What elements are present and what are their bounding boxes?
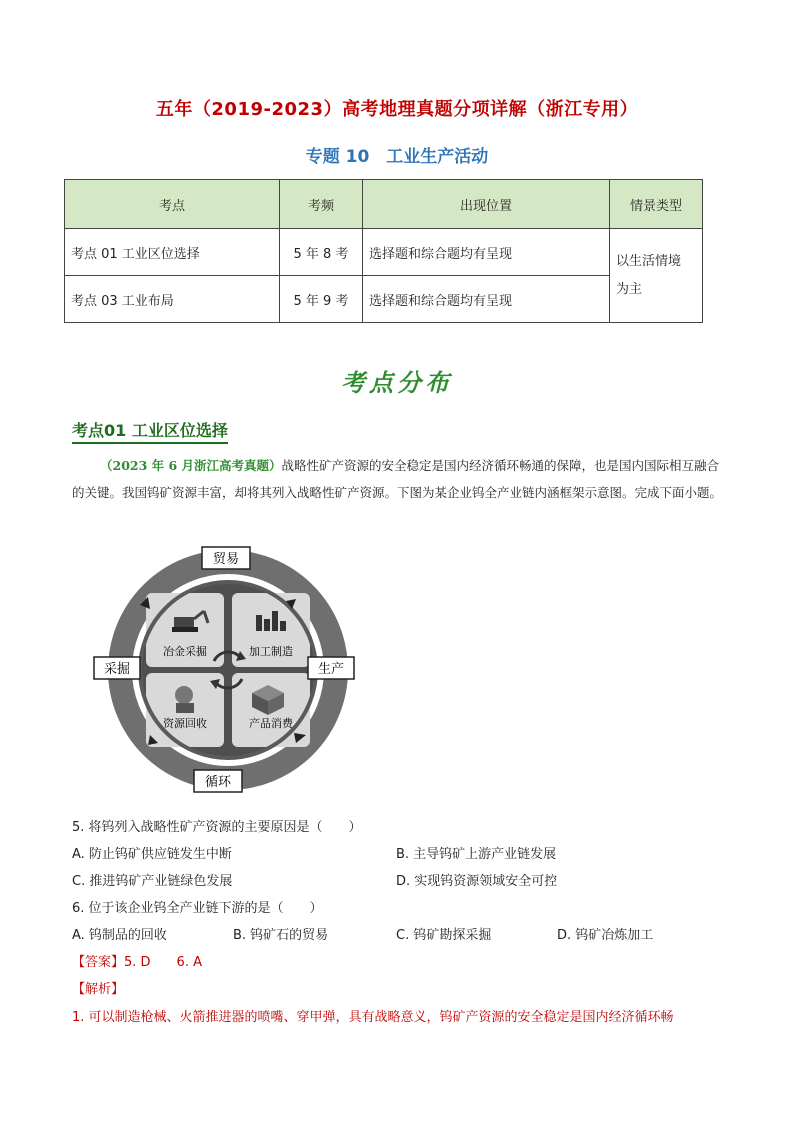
- label-consumption: 产品消费: [249, 717, 293, 730]
- label-processing: 加工制造: [249, 645, 293, 658]
- option-5b[interactable]: B. 主导钨矿上游产业链发展: [396, 847, 557, 862]
- label-recycling: 资源回收: [163, 717, 207, 730]
- intro-text: 战略性矿产资源的安全稳定是国内经济循环畅通的保障，也是国内国际相互融合的关键。我国钨矿资源丰富，却将其列入战略性矿产资源。下图为某企业钨全产业链内涵框架示意图。完成下面小题。: [72, 458, 723, 500]
- document-subtitle: 专题 10 工业生产活动: [305, 147, 489, 167]
- table-cell: 选择题和综合题均有呈现: [363, 229, 610, 276]
- table-header-cell: 出现位置: [363, 180, 610, 229]
- option-5d[interactable]: D. 实现钨资源领域安全可控: [396, 874, 558, 889]
- question-source: （2023 年 6 月浙江高考真题）: [100, 458, 282, 473]
- label-production: 生产: [317, 662, 345, 677]
- summary-table: [64, 179, 703, 323]
- table-cell-scenario: [610, 229, 703, 323]
- intro-paragraph: [72, 452, 726, 506]
- option-6c[interactable]: C. 钨矿勘探采掘: [396, 928, 492, 943]
- analysis-text: 1. 可以制造枪械、火箭推进器的喷嘴、穿甲弹，具有战略意义，钨矿产资源的安全稳定是国内经济循环畅: [72, 1010, 674, 1025]
- option-6d[interactable]: D. 钨矿冶炼加工: [557, 928, 654, 943]
- table-cell: 考点 03 工业布局: [65, 276, 280, 323]
- section-heading: 考点分布: [341, 368, 453, 397]
- industry-chain-diagram: [90, 543, 366, 797]
- scenario-line: 以生活情境: [616, 253, 682, 269]
- question-6-stem: 6. 位于该企业钨全产业链下游的是（ ）: [72, 901, 323, 916]
- table-header-row: [65, 180, 703, 229]
- recycle-bin-icon: [175, 686, 194, 713]
- document-title: 五年（2019-2023）高考地理真题分项详解（浙江专用）: [155, 99, 639, 120]
- label-cycle: 循环: [204, 775, 232, 790]
- table-row: [65, 229, 703, 276]
- scenario-line: 为主: [616, 281, 643, 297]
- option-6b[interactable]: B. 钨矿石的贸易: [233, 928, 329, 943]
- answer-line: 【答案】5. D 6. A: [72, 955, 202, 970]
- question-5-stem: 5. 将钨列入战略性矿产资源的主要原因是（ ）: [72, 820, 362, 835]
- option-5c[interactable]: C. 推进钨矿产业链绿色发展: [72, 874, 233, 889]
- table-row: [65, 276, 703, 323]
- table-cell: 5 年 8 考: [280, 229, 363, 276]
- label-smelting-mining: 冶金采掘: [163, 645, 207, 658]
- analysis-label: 【解析】: [72, 982, 125, 997]
- table-cell: 选择题和综合题均有呈现: [363, 276, 610, 323]
- option-5a[interactable]: A. 防止钨矿供应链发生中断: [72, 847, 232, 862]
- table-cell: 5 年 9 考: [280, 276, 363, 323]
- table-header-cell: 考点: [65, 180, 280, 229]
- option-6a[interactable]: A. 钨制品的回收: [72, 928, 167, 943]
- question-intro: [72, 452, 726, 506]
- table-header-cell: 考频: [280, 180, 363, 229]
- label-trade: 贸易: [212, 552, 240, 567]
- table-header-cell: 情景类型: [610, 180, 703, 229]
- kp-heading: 考点01 工业区位选择: [72, 418, 228, 444]
- table-cell: 考点 01 工业区位选择: [65, 229, 280, 276]
- label-mining: 采掘: [103, 662, 131, 677]
